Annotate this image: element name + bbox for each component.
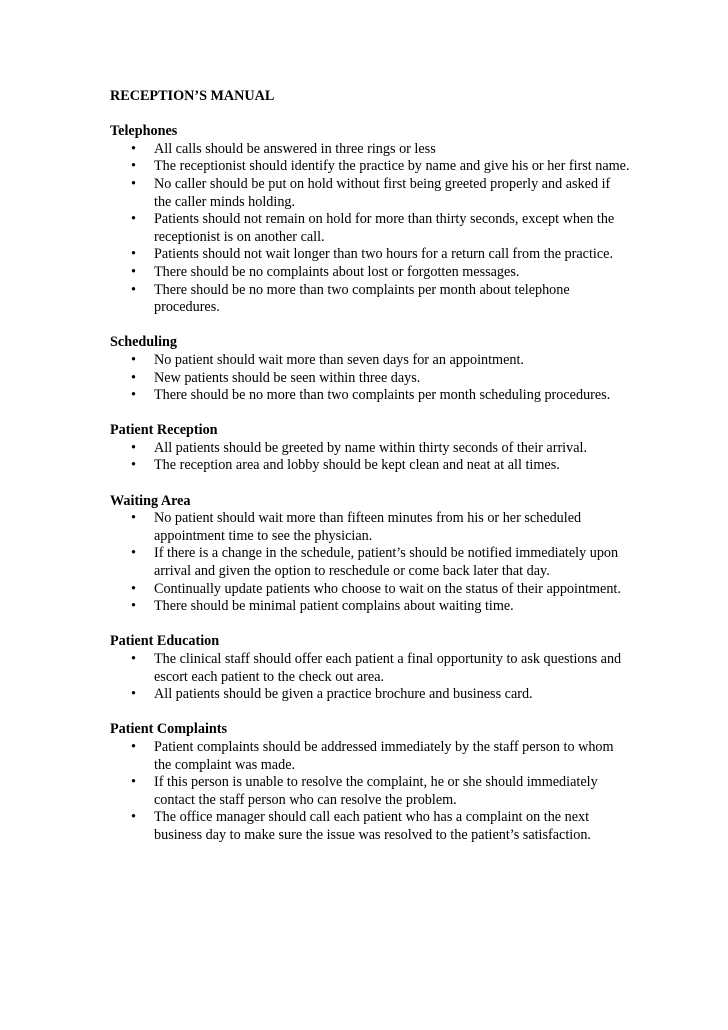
bullet-icon: • <box>131 351 136 368</box>
bullet-icon: • <box>131 774 136 791</box>
bullet-icon: • <box>131 140 136 157</box>
list-item-text: There should be minimal patient complains about waiting time. <box>154 598 514 615</box>
bullet-icon: • <box>131 369 136 386</box>
list-item <box>110 440 630 458</box>
list-item <box>110 686 630 704</box>
list-item <box>110 282 630 317</box>
list-item <box>110 545 630 580</box>
bullet-icon: • <box>131 263 136 280</box>
bullet-icon: • <box>131 246 136 263</box>
list-item-text: Continually update patients who choose to wait on the status of their appointment. <box>154 580 621 597</box>
list-item-text: There should be no complaints about lost or forgotten messages. <box>154 263 520 280</box>
list-item-text: No patient should wait more than fifteen minutes from his or her scheduled appointment time to see the physician. <box>154 510 582 544</box>
bullet-icon: • <box>131 175 136 192</box>
bullet-list <box>110 651 630 704</box>
list-item-text: There should be no more than two complaints per month scheduling procedures. <box>154 387 611 404</box>
list-item-text: All patients should be greeted by name within thirty seconds of their arrival. <box>154 439 588 456</box>
bullet-list <box>110 440 630 475</box>
bullet-list <box>110 510 630 616</box>
bullet-icon: • <box>131 738 136 755</box>
section-heading: Patient Education <box>110 633 220 650</box>
bullet-icon: • <box>131 809 136 826</box>
bullet-icon: • <box>131 158 136 175</box>
document-page <box>110 88 630 862</box>
list-item-text: The reception area and lobby should be kept clean and neat at all times. <box>154 457 560 474</box>
list-item <box>110 158 630 176</box>
list-item <box>110 581 630 599</box>
bullet-icon: • <box>131 580 136 597</box>
bullet-icon: • <box>131 598 136 615</box>
bullet-icon: • <box>131 510 136 527</box>
list-item-text: New patients should be seen within three days. <box>154 369 421 386</box>
list-item <box>110 352 630 370</box>
section-heading: Telephones <box>110 123 178 140</box>
section-telephones <box>110 123 630 317</box>
section-patient-complaints <box>110 721 630 844</box>
list-item <box>110 457 630 475</box>
list-item <box>110 739 630 774</box>
section-patient-reception <box>110 422 630 475</box>
bullet-list <box>110 352 630 405</box>
list-item <box>110 211 630 246</box>
list-item-text: All patients should be given a practice brochure and business card. <box>154 686 533 703</box>
bullet-icon: • <box>131 457 136 474</box>
list-item <box>110 370 630 388</box>
list-item <box>110 246 630 264</box>
bullet-icon: • <box>131 651 136 667</box>
list-item-text: All calls should be answered in three rings or less <box>154 140 436 157</box>
document-title: RECEPTION’S MANUAL <box>110 88 275 104</box>
list-item-text: The office manager should call each patient who has a complaint on the next business day to make sure the issue was resolved to the patient’s satisfaction. <box>154 809 591 843</box>
list-item <box>110 510 630 545</box>
list-item-text: Patients should not wait longer than two hours for a return call from the practice. <box>154 246 613 263</box>
list-item-text: No patient should wait more than seven days for an appointment. <box>154 351 524 368</box>
list-item-text: If this person is unable to resolve the complaint, he or she should immediately contact the staff person who can resolve the problem. <box>154 774 598 808</box>
bullet-icon: • <box>131 439 136 456</box>
list-item-text: The receptionist should identify the practice by name and give his or her first name. <box>154 158 630 175</box>
list-item <box>110 598 630 616</box>
list-item <box>110 141 630 159</box>
section-heading: Waiting Area <box>110 492 191 509</box>
bullet-list <box>110 739 630 845</box>
section-heading: Patient Complaints <box>110 721 228 738</box>
bullet-icon: • <box>131 686 136 703</box>
list-item-text: No caller should be put on hold without first being greeted properly and asked if the caller minds holding. <box>154 175 611 210</box>
list-item <box>110 264 630 282</box>
list-item-text: Patient complaints should be addressed immediately by the staff person to whom the complaint was made. <box>154 738 614 773</box>
section-scheduling <box>110 334 630 404</box>
section-patient-education <box>110 633 630 703</box>
list-item <box>110 651 630 686</box>
sections-container <box>110 123 630 844</box>
list-item <box>110 387 630 405</box>
list-item-text: The clinical staff should offer each patient a final opportunity to ask questions and escort each patient to the check out area. <box>154 651 622 685</box>
list-item-text: Patients should not remain on hold for more than thirty seconds, except when the receptionist is on another call. <box>154 211 615 245</box>
bullet-icon: • <box>131 211 136 228</box>
section-waiting-area <box>110 493 630 616</box>
list-item-text: If there is a change in the schedule, patient’s should be notified immediately upon arrival and given the option to reschedule or come back later that day. <box>154 545 619 580</box>
list-item <box>110 176 630 211</box>
bullet-icon: • <box>131 387 136 404</box>
bullet-icon: • <box>131 545 136 562</box>
section-heading: Scheduling <box>110 334 178 351</box>
list-item <box>110 809 630 844</box>
bullet-list <box>110 141 630 317</box>
list-item-text: There should be no more than two complaints per month about telephone procedures. <box>154 281 570 316</box>
section-heading: Patient Reception <box>110 422 218 439</box>
list-item <box>110 774 630 809</box>
bullet-icon: • <box>131 281 136 298</box>
